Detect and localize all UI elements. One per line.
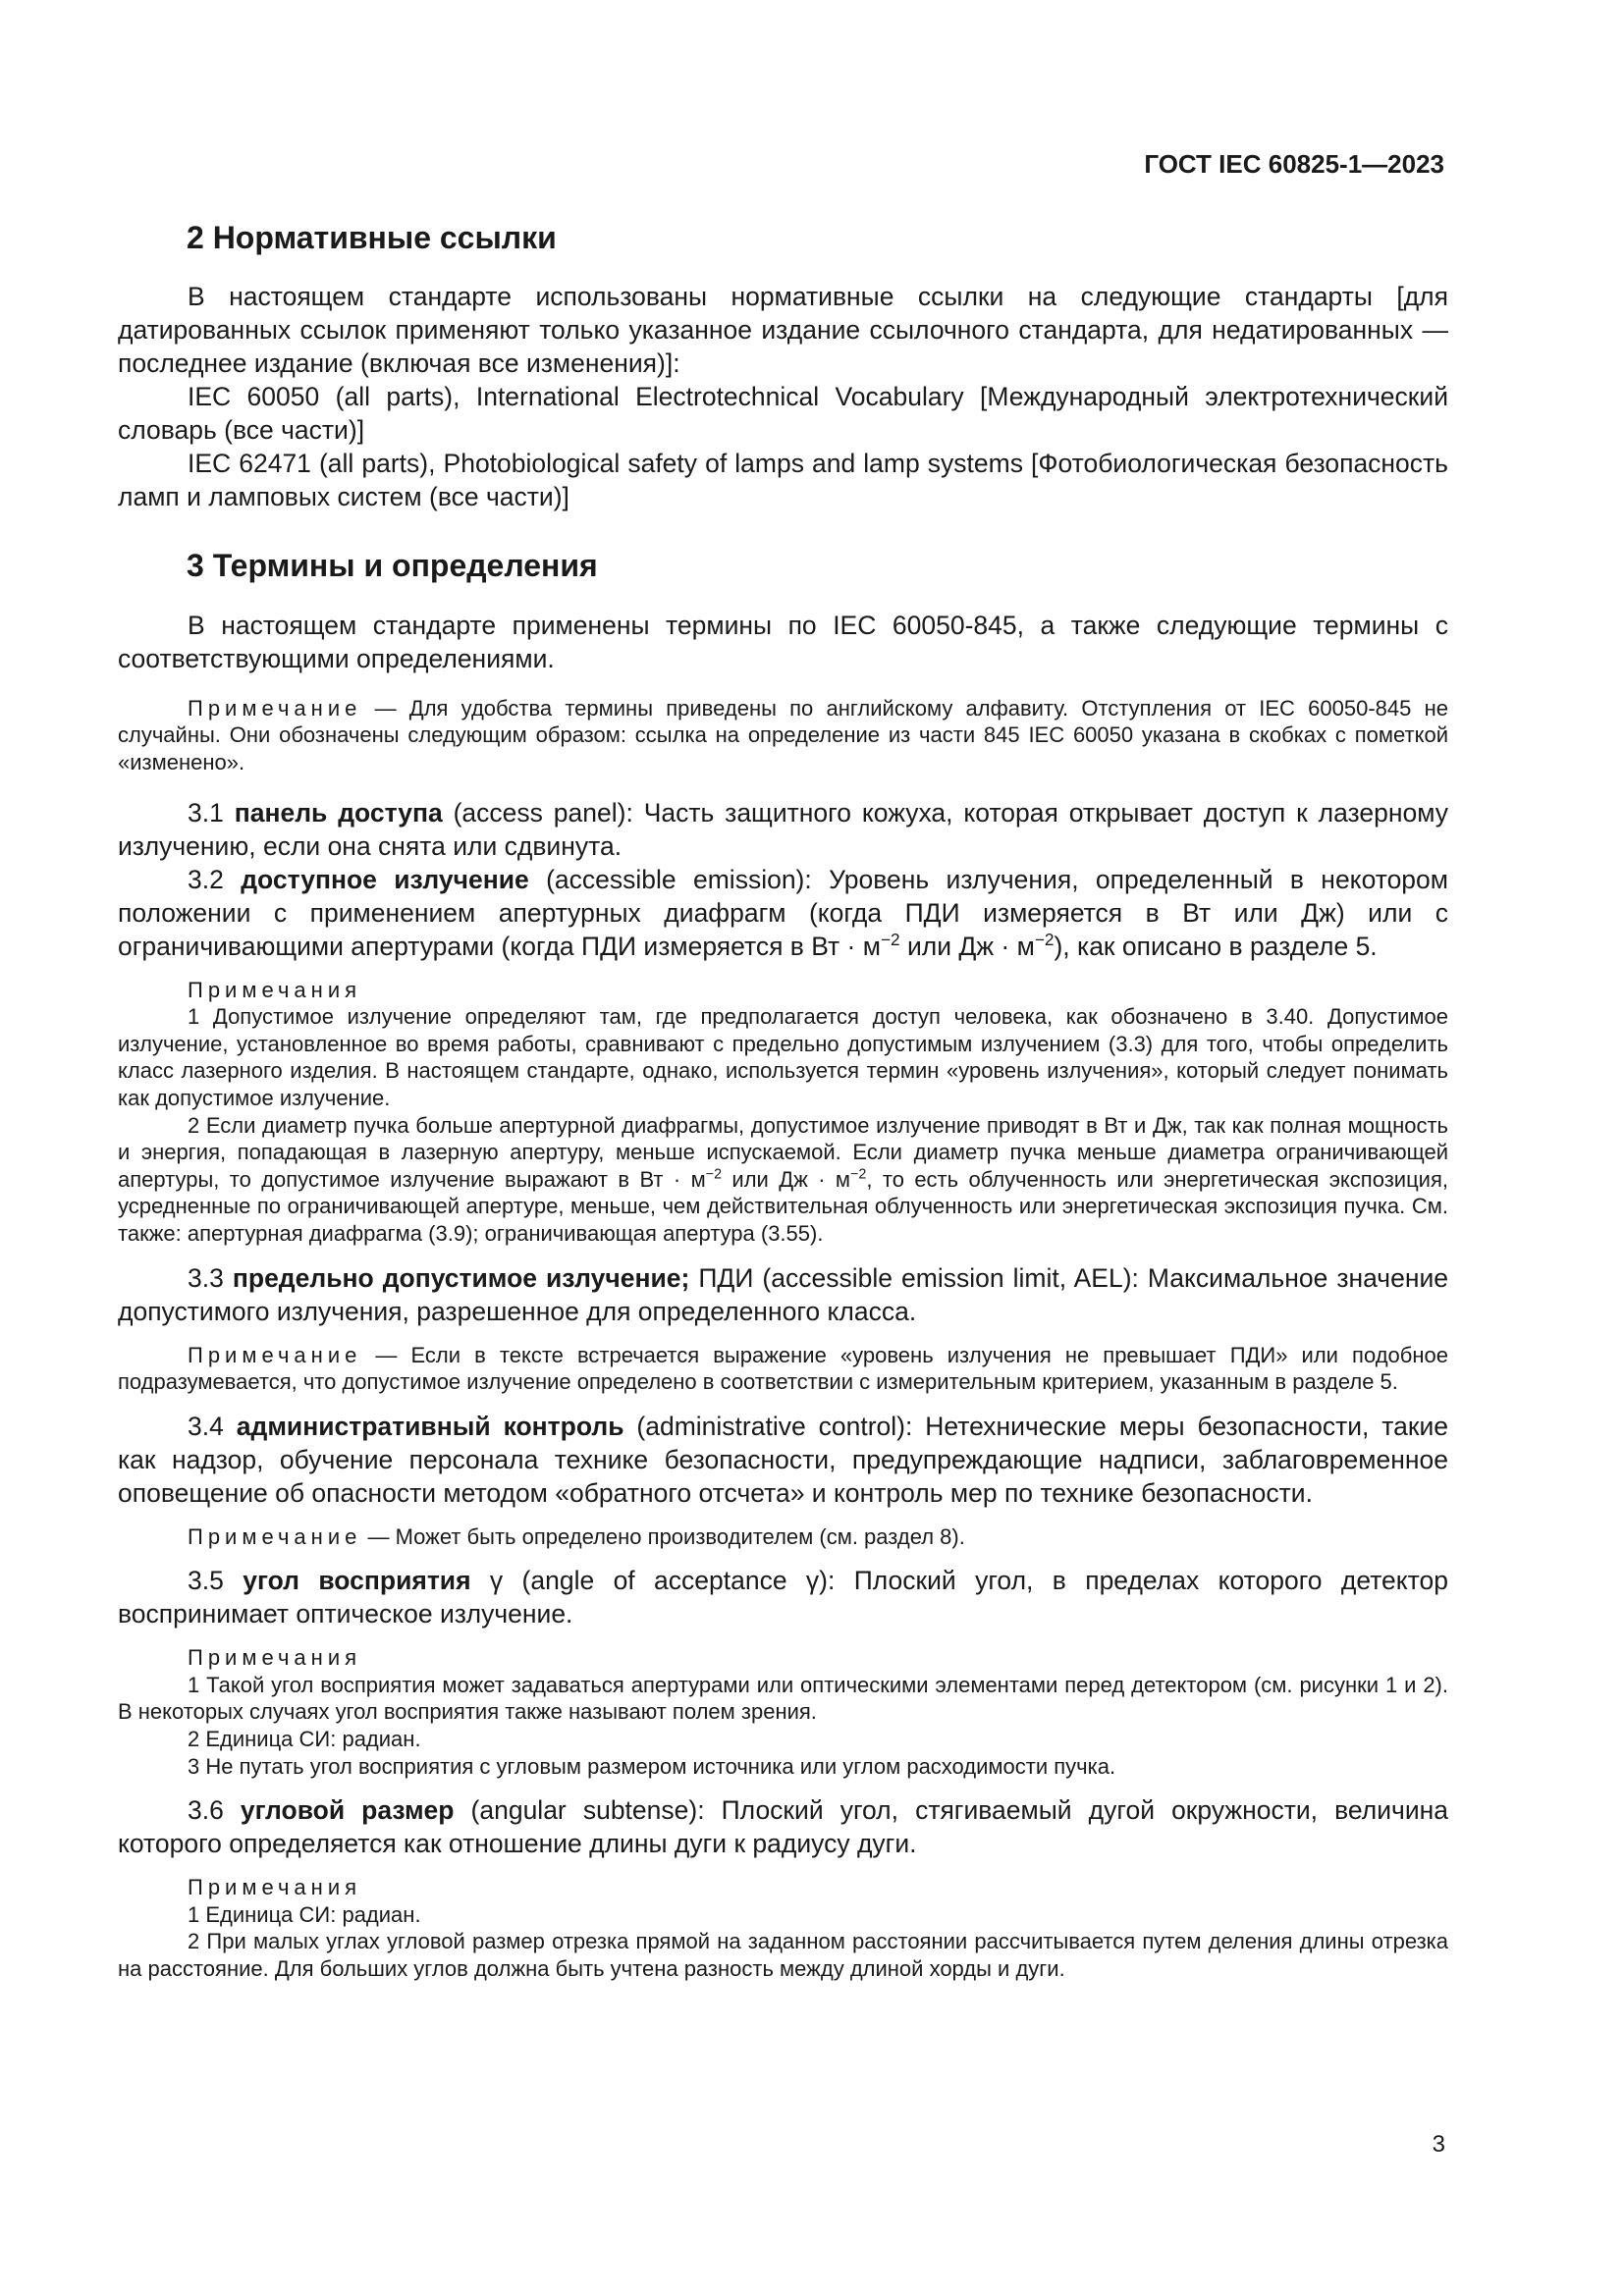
exponent: −2 xyxy=(880,929,900,949)
term-name: административный контроль xyxy=(236,1411,624,1441)
term-name: доступное излучение xyxy=(241,864,529,894)
term-definition: (angular subtense): Плоский угол, стягиваемый дугой окружности, величина которого определяется как отношение длины дуги к радиусу дуги. xyxy=(118,1795,1448,1859)
section-3-title: 3 Термины и определения xyxy=(187,548,598,584)
term-3-6-note-1: 1 Единица СИ: радиан. xyxy=(188,1901,421,1927)
term-definition: ), как описано в разделе 5. xyxy=(1054,931,1378,961)
note-label: Примечание xyxy=(188,695,362,721)
term-number: 3.2 xyxy=(188,864,242,894)
notes-label: Примечания xyxy=(188,977,362,1002)
term-3-2 xyxy=(118,863,1448,963)
term-definition: (administrative control): Нетехнические меры безопасности, такие как надзор, обучение персонала технике безопасности, предупреждающие надписи, заблаговременное оповещение об опасности методом «обратного отсчета» и контроль мер по технике безопасности. xyxy=(118,1411,1449,1508)
term-3-4 xyxy=(118,1410,1448,1510)
term-3-5 xyxy=(118,1564,1448,1630)
term-3-5-note-2: 2 Единица СИ: радиан. xyxy=(188,1727,421,1752)
normative-reference-1: IEC 60050 (all parts), International Electrotechnical Vocabulary [Международный электротехнический словарь (все части)] xyxy=(118,382,1448,446)
term-definition: (accessible emission): Уровень излучения, определенный в некотором положении с применением апертурных диафрагм (когда ПДИ измеряется в Вт или Дж) или с ограничивающими апертурами (когда ПДИ измеряется в Вт · м xyxy=(118,864,1449,961)
page-number: 3 xyxy=(1432,2131,1445,2158)
exponent: −2 xyxy=(850,1166,867,1183)
term-number: 3.1 xyxy=(188,797,235,828)
normative-reference-2: IEC 62471 (all parts), Photobiological safety of lamps and lamp systems [Фотобиологическая безопасность ламп и ламповых систем (все части)] xyxy=(118,449,1448,512)
note-label: Примечание xyxy=(188,1523,362,1549)
term-name: угловой размер xyxy=(240,1795,455,1826)
term-3-4-note xyxy=(118,1523,1448,1551)
term-3-2-note-1: 1 Допустимое излучение определяют там, где предполагается доступ человека, как обозначено в 3.40. Допустимое излучение, установленное во время работы, сравнивают с предельно допустимым излучением (3.3) для того, чтобы определить класс лазерного изделия. В настоящем стандарте, однако, используется термин «уровень излучения», который следует понимать как допустимое излучение. xyxy=(118,1004,1448,1110)
term-name: панель доступа xyxy=(234,797,443,828)
section-3-note xyxy=(118,695,1448,776)
section-2-intro: В настоящем стандарте использованы нормативные ссылки на следующие стандарты [для датированных ссылок применяют только указанное издание ссылочного стандарта, для недатированных — последнее издание (включая все изменения)]: xyxy=(118,282,1448,379)
term-definition: или Дж · м xyxy=(899,931,1035,961)
section-3-intro: В настоящем стандарте применены термины по IEC 60050-845, а также следующие термины с соответствующими определениями. xyxy=(118,610,1448,673)
exponent: −2 xyxy=(1034,929,1055,949)
term-definition: ПДИ (accessible emission limit, AEL): Максимальное значение допустимого излучения, разрешенное для определенного класса. xyxy=(118,1262,1449,1326)
term-3-6-note-2: 2 При малых углах угловой размер отрезка прямой на заданном расстоянии рассчитывается путем деления длины отрезка на расстояние. Для больших углов должна быть учтена разность между длиной хорды и дуги. xyxy=(118,1929,1448,1982)
note-text: — Для удобства термины приведены по английскому алфавиту. Отступления от IEC 60050-845 не случайны. Они обозначены следующим образом: ссылка на определение из части 845 IEC 60050 указана в скобках с пометкой «изменено». xyxy=(118,695,1448,774)
term-name: предельно допустимое излучение; xyxy=(232,1262,690,1293)
term-3-6 xyxy=(118,1793,1448,1860)
notes-label: Примечания xyxy=(188,1875,362,1900)
term-3-2-note-2 xyxy=(118,1112,1448,1248)
term-3-1 xyxy=(118,796,1448,863)
exponent: −2 xyxy=(705,1166,723,1183)
note-text: , то есть облученность или энергетическая экспозиция, усредненные по ограничивающей апертуре, меньше, чем действительная облученность или энергетическая экспозиция пучка. См. также: апертурная диафрагма (3.9); ограничивающая апертура (3.55). xyxy=(118,1166,1448,1246)
term-3-3-note xyxy=(118,1342,1448,1396)
term-definition: (access panel): Часть защитного кожуха, которая открывает доступ к лазерному излучению, если она снята или сдвинута. xyxy=(118,797,1448,861)
term-3-3 xyxy=(118,1261,1448,1328)
document-code: ГОСТ IEC 60825-1—2023 xyxy=(1144,149,1444,179)
term-3-5-note-1: 1 Такой угол восприятия может задаваться апертурами или оптическими элементами перед детектором (см. рисунки 1 и 2). В некоторых случаях угол восприятия также называют полем зрения. xyxy=(118,1672,1448,1725)
term-definition: γ (angle of acceptance γ): Плоский угол, в пределах которого детектор воспринимает оптическое излучение. xyxy=(118,1566,1448,1629)
term-name: угол восприятия xyxy=(243,1566,471,1596)
term-number: 3.4 xyxy=(188,1411,237,1441)
note-text: или Дж · м xyxy=(722,1166,851,1192)
term-number: 3.3 xyxy=(188,1262,233,1293)
note-text: — Если в тексте встречается выражение «уровень излучения не превышает ПДИ» или подобное подразумевается, что допустимое излучение определено в соответствии с измерительным критерием, указанным в разделе 5. xyxy=(118,1342,1448,1395)
note-text: 2 Если диаметр пучка больше апертурной диафрагмы, допустимое излучение приводят в Вт и Дж, так как полная мощность и энергия, попадающая в лазерную апертуру, меньше испускаемой. Если диаметр пучка меньше диаметра ограничивающей апертуры, то допустимое излучение выражают в Вт · м xyxy=(118,1112,1448,1192)
term-number: 3.5 xyxy=(188,1566,244,1596)
note-label: Примечание xyxy=(188,1342,362,1367)
notes-label: Примечания xyxy=(188,1645,362,1671)
page-content xyxy=(118,219,1448,1983)
term-3-5-note-3: 3 Не путать угол восприятия с угловым размером источника или углом расходимости пучка. xyxy=(188,1753,1116,1779)
note-text: — Может быть определено производителем (см. раздел 8). xyxy=(361,1523,965,1549)
section-2-title: 2 Нормативные ссылки xyxy=(187,220,557,255)
term-number: 3.6 xyxy=(188,1795,241,1826)
